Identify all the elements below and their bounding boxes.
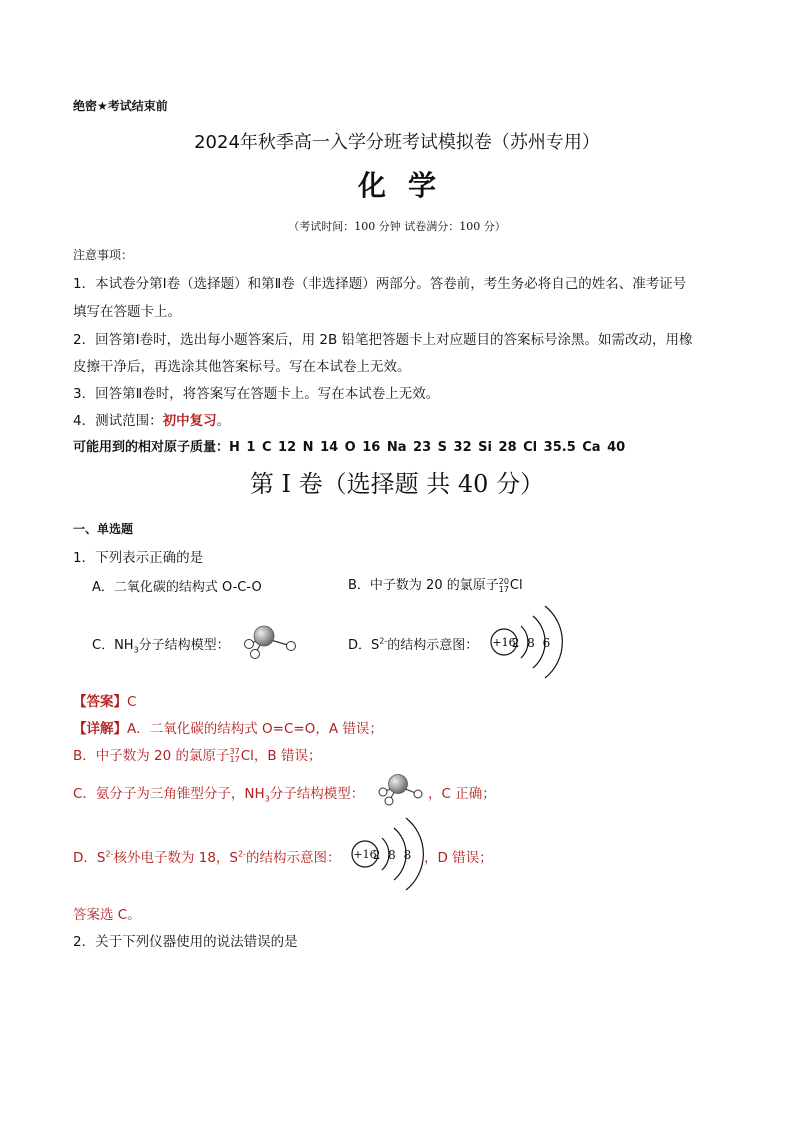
explain-line-a: 【详解】A．二氧化碳的结构式 O=C=O，A 错误； — [73, 721, 383, 737]
q2-stem: 2．关于下列仪器使用的说法错误的是 — [73, 934, 298, 950]
q1-option-b — [348, 574, 523, 594]
note-line-3: 2．回答第Ⅰ卷时，选出每小题答案后，用 2B 铅笔把答题卡上对应题目的答案标号涂黑。如需改动，用橡 — [73, 332, 693, 348]
sulfide-shell-diagram-icon — [348, 812, 428, 898]
q1-stem: 1．下列表示正确的是 — [73, 550, 204, 566]
note-line-2: 填写在答题卡上。 — [73, 304, 181, 320]
note-line-scope — [73, 409, 230, 429]
exam-title: 2024年秋季高一入学分班考试模拟卷（苏州专用） — [194, 132, 600, 153]
q1-option-b-text: B．中子数为 20 的氯原子 — [348, 578, 499, 593]
nh3-ball-stick-model-icon — [240, 622, 302, 660]
nh3-model-answer-icon — [376, 772, 426, 808]
nucleus-charge: +16 — [492, 636, 516, 649]
scope-suffix: 。 — [216, 413, 231, 429]
chlorine-isotope-notation: 20 17 — [498, 576, 509, 594]
answer-line — [73, 690, 136, 710]
explain-line-d: D．$S^{2-}$核外电子数为 18，$S^{2-}$的结构示意图： — [73, 849, 341, 866]
answer-value: C — [127, 694, 137, 710]
nucleus-charge-answer: +16 — [353, 848, 377, 861]
explain-line-c: C．氨分子为三角锥型分子，$NH_3$分子结构模型： — [73, 786, 365, 804]
explain-line-b: B．中子数为 20 的氯原子 37 17 Cl，B 错误； — [73, 747, 322, 764]
conclusion-line: 答案选 C。 — [73, 907, 141, 923]
electron-shells-answer: 2 8 8 — [372, 848, 412, 862]
explain-line-c-suffix: ，C 正确； — [428, 786, 496, 802]
chlorine-37-notation: 37 17 — [229, 747, 240, 764]
section-title: 第 I 卷（选择题 共 40 分） — [249, 470, 545, 498]
q1-option-c: C．$NH_3$分子结构模型： — [92, 638, 230, 655]
exam-info: （考试时间：100 分钟 试卷满分：100 分） — [288, 220, 506, 233]
atomic-masses: 可能用到的相对原子质量：H 1 C 12 N 14 O 16 Na 23 S 32 Si 28 Cl 35.5 Ca 40 — [73, 440, 626, 455]
note-line-5: 3．回答第Ⅱ卷时，将答案写在答题卡上。写在本试卷上无效。 — [73, 386, 440, 402]
subject-title: 化学 — [357, 169, 458, 202]
chlorine-symbol: Cl — [509, 578, 523, 593]
q1-option-d: D．$S^{2-}$的结构示意图： — [348, 636, 479, 653]
sulfur-ion-shell-diagram-icon — [487, 600, 567, 686]
scope-value: 初中复习 — [162, 413, 217, 429]
answer-label: 【答案】 — [73, 694, 127, 710]
electron-shells: 2 8 6 — [511, 636, 551, 650]
part-heading: 一、单选题 — [73, 522, 134, 536]
scope-prefix: 4．测试范围： — [73, 413, 163, 429]
secret-mark: 绝密★考试结束前 — [73, 99, 168, 113]
notes-heading: 注意事项： — [73, 248, 134, 262]
q1-option-a: A．二氧化碳的结构式 O-C-O — [92, 580, 262, 595]
note-line-4: 皮擦干净后，再选涂其他答案标号。写在本试卷上无效。 — [73, 359, 411, 375]
note-line-1: 1．本试卷分第Ⅰ卷（选择题）和第Ⅱ卷（非选择题）两部分。答卷前，考生务必将自己的姓名、准考证号 — [73, 276, 687, 292]
explain-label: 【详解】 — [73, 721, 127, 737]
explain-line-d-suffix: ，D 错误； — [424, 850, 493, 866]
